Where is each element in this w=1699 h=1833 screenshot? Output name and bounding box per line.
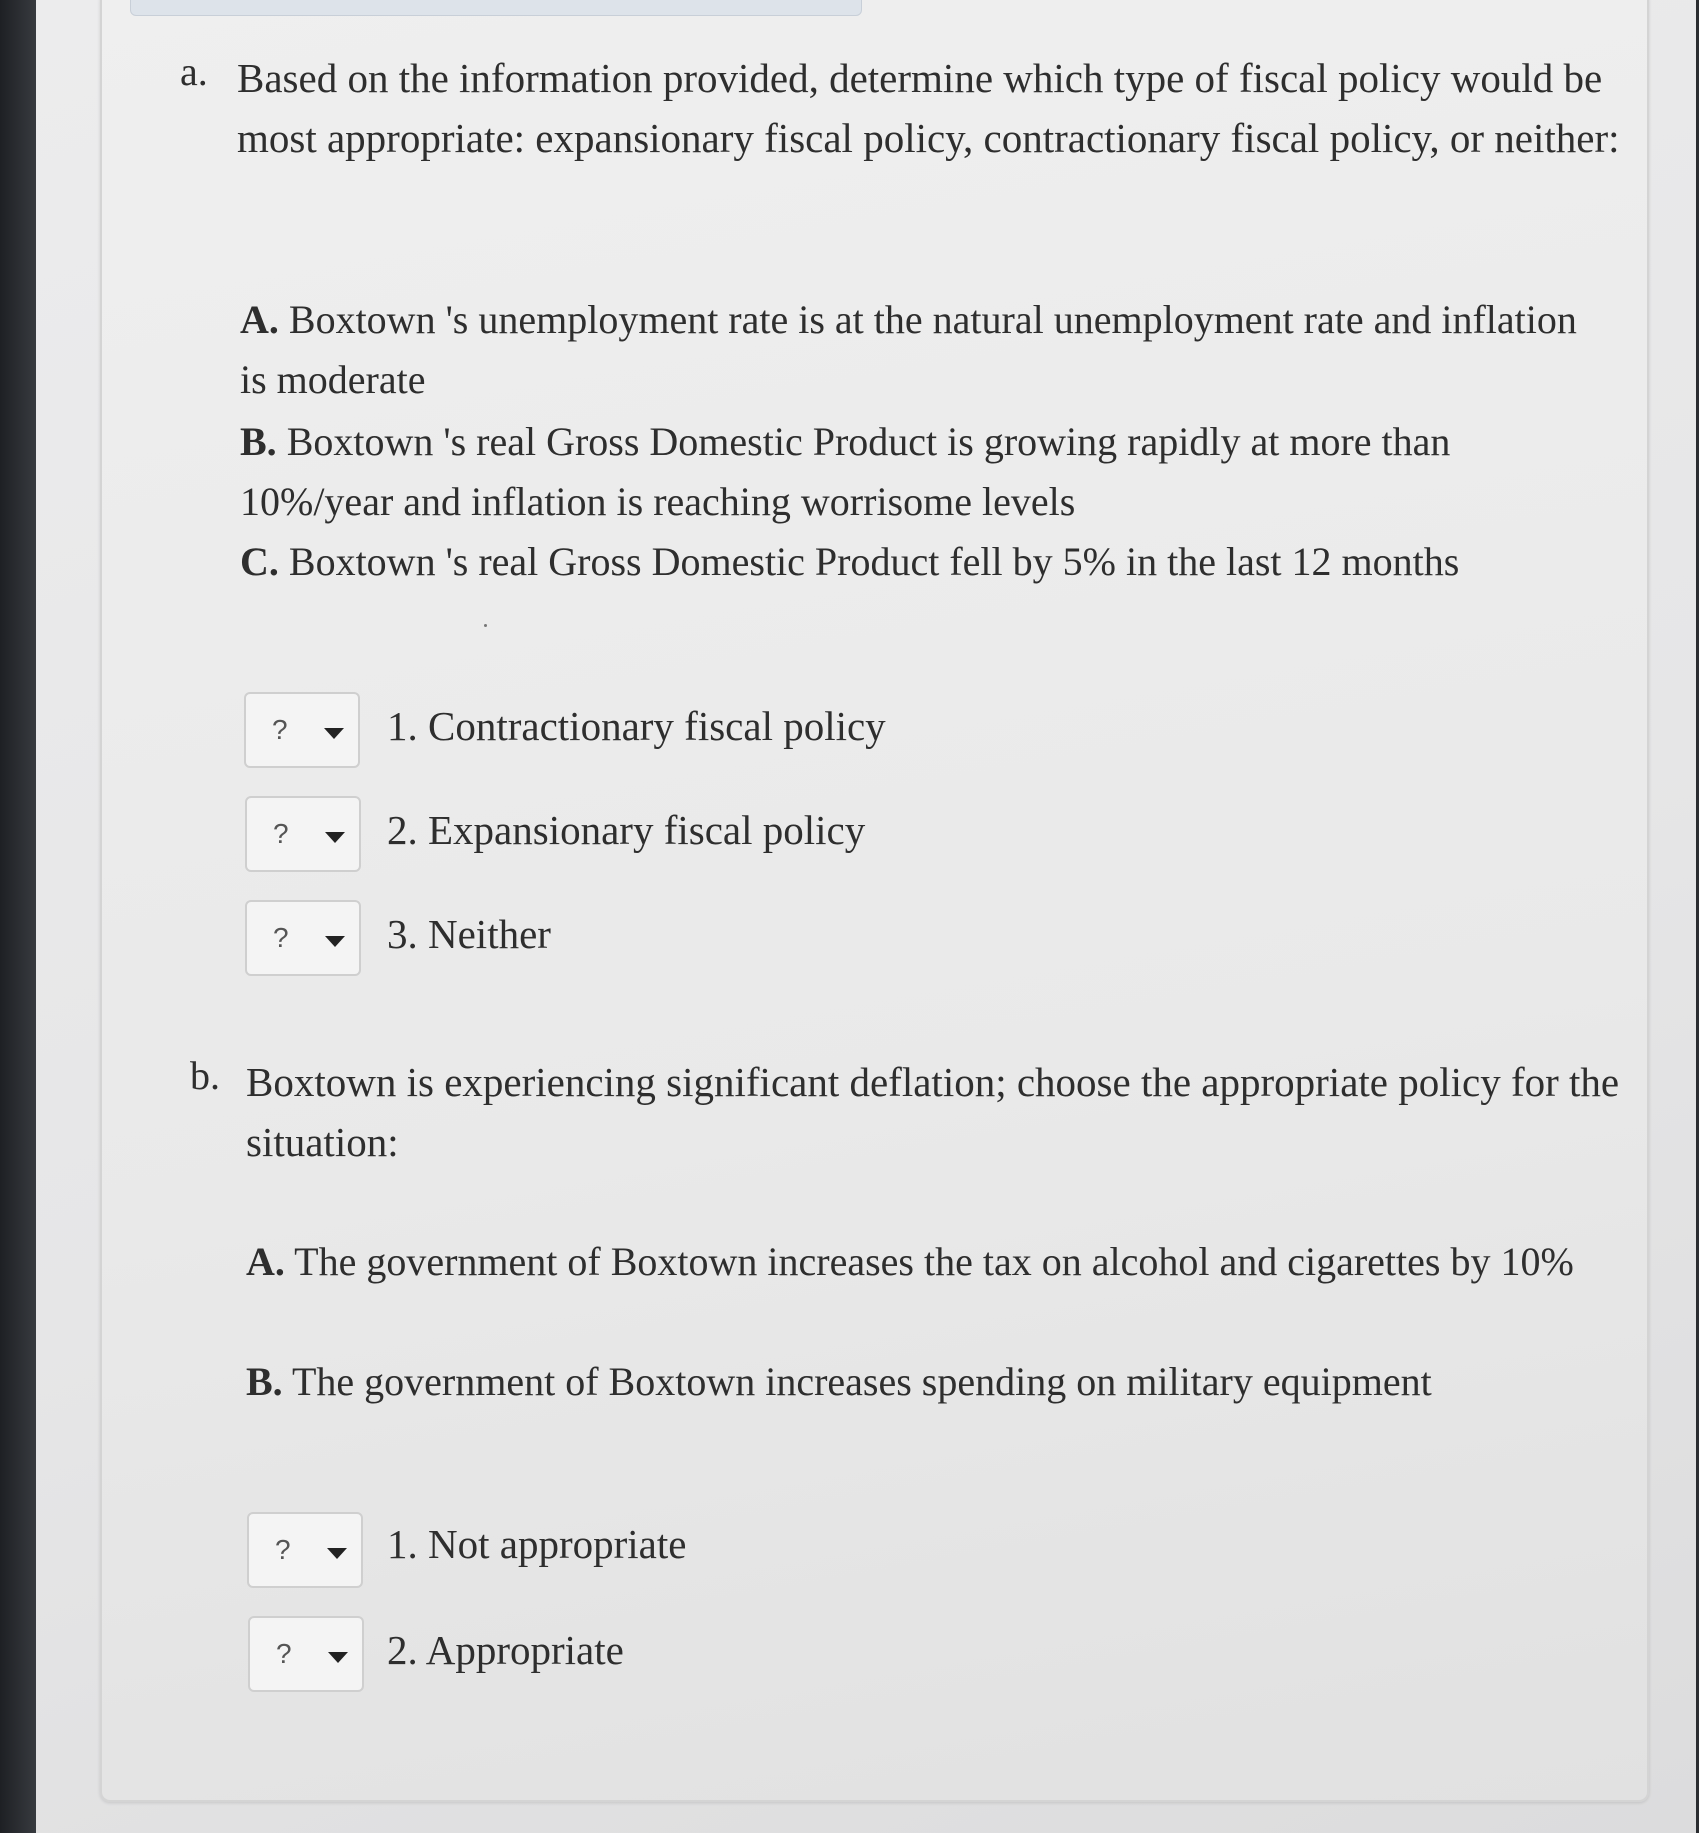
dropdown-value: ? <box>272 714 288 745</box>
option-text: Boxtown 's real Gross Domestic Product is growing rapidly at more than 10%/year and inflation is reaching worrisome levels <box>240 419 1451 524</box>
dropdown-value: ? <box>275 1534 291 1565</box>
question-a-marker: a. <box>180 49 208 94</box>
question-a-text: Based on the information provided, determine which type of fiscal policy would be most appropriate: expansionary fiscal policy, contractionary fiscal policy, or neither: <box>237 55 1620 161</box>
question-a-option-b <box>240 412 1610 532</box>
dropdown-value: ? <box>276 1638 292 1669</box>
caret-down-icon <box>325 832 345 843</box>
dropdown-appropriate[interactable] <box>248 1616 364 1692</box>
option-letter: C. <box>240 539 279 584</box>
question-b-text: Boxtown is experiencing significant deflation; choose the appropriate policy for the situation: <box>246 1059 1620 1165</box>
dropdown-expansionary[interactable] <box>245 796 361 872</box>
dropdown-label-appropriate: 2. Appropriate <box>387 1627 624 1673</box>
top-tab-strip <box>130 0 862 16</box>
dropdown-value: ? <box>273 818 289 849</box>
dropdown-label-not-appropriate: 1. Not appropriate <box>387 1521 687 1567</box>
option-text: The government of Boxtown increases spending on military equipment <box>291 1359 1432 1404</box>
caret-down-icon <box>328 1652 348 1663</box>
stray-dot <box>484 624 487 627</box>
dropdown-label-neither: 3. Neither <box>387 911 551 957</box>
dropdown-label-contractionary: 1. Contractionary fiscal policy <box>387 703 886 749</box>
dropdown-value: ? <box>273 922 289 953</box>
option-letter: B. <box>246 1359 283 1404</box>
question-a-option-c <box>240 532 1610 592</box>
option-letter: A. <box>246 1239 285 1284</box>
option-text: Boxtown 's unemployment rate is at the natural unemployment rate and inflation is moderate <box>240 297 1577 402</box>
question-b-option-b <box>246 1352 1616 1412</box>
dropdown-contractionary[interactable] <box>244 692 360 768</box>
dropdown-neither[interactable] <box>245 900 361 976</box>
dropdown-label-expansionary: 2. Expansionary fiscal policy <box>387 807 866 853</box>
caret-down-icon <box>324 728 344 739</box>
screen-bezel <box>0 0 40 1833</box>
option-text: Boxtown 's real Gross Domestic Product fell by 5% in the last 12 months <box>288 539 1460 584</box>
option-letter: B. <box>240 419 277 464</box>
question-a-option-a <box>240 290 1610 410</box>
question-b-marker: b. <box>190 1053 220 1098</box>
option-text: The government of Boxtown increases the tax on alcohol and cigarettes by 10% <box>294 1239 1574 1284</box>
caret-down-icon <box>327 1548 347 1559</box>
question-b-option-a <box>246 1232 1616 1292</box>
option-letter: A. <box>240 297 279 342</box>
caret-down-icon <box>325 936 345 947</box>
dropdown-not-appropriate[interactable] <box>247 1512 363 1588</box>
